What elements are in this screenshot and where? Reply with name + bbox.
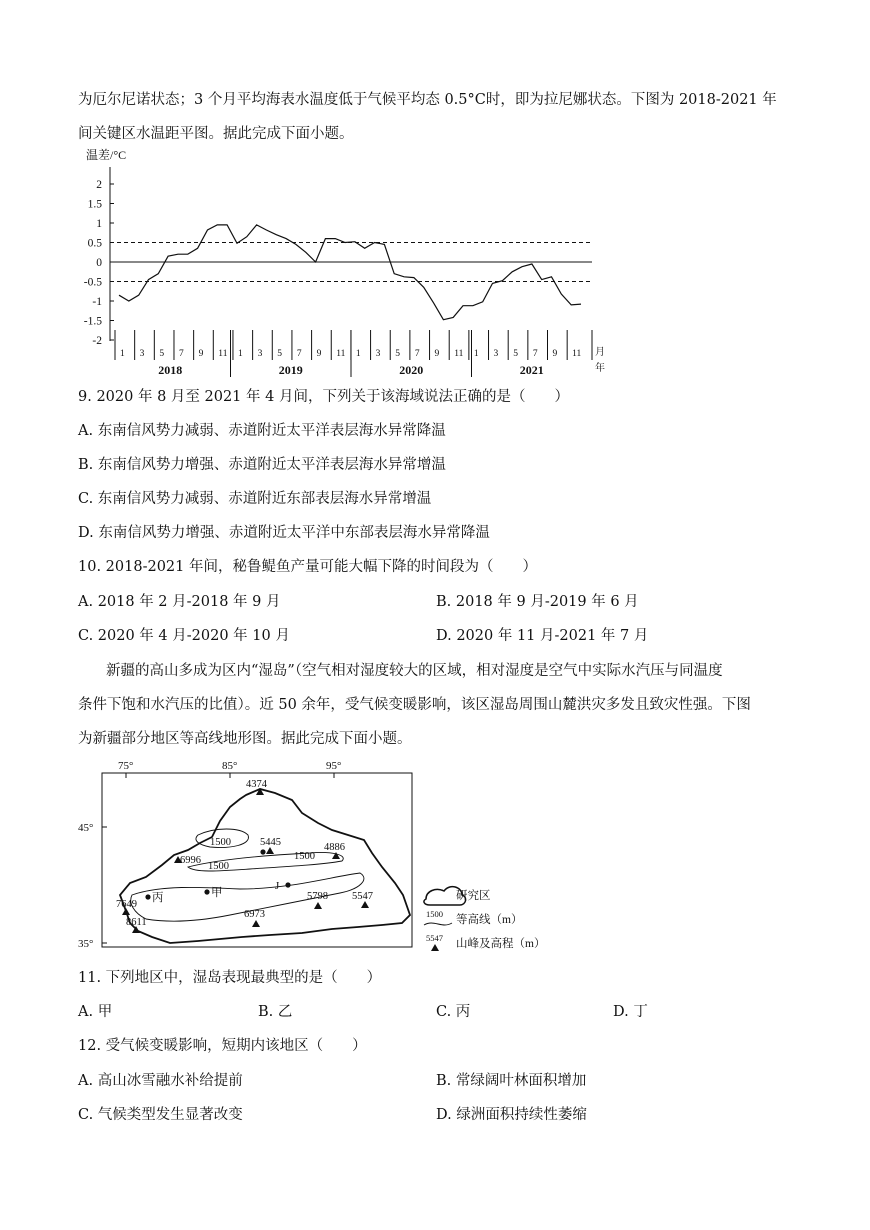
q10-option-a[interactable]: A. 2018 年 2 月-2018 年 9 月 bbox=[78, 594, 281, 610]
place-jia-label: 甲 bbox=[211, 887, 223, 899]
q11-option-a[interactable]: A. 甲 bbox=[78, 1004, 113, 1020]
month-tick-label: 1 bbox=[355, 349, 361, 359]
legend-region-label: 研究区 bbox=[456, 890, 491, 902]
month-tick-label: 11 bbox=[336, 349, 346, 359]
map-frame bbox=[102, 773, 412, 947]
month-tick-label: 9 bbox=[198, 349, 204, 359]
y-tick-label: 0.5 bbox=[87, 237, 102, 250]
study-region-outline bbox=[120, 789, 410, 943]
intro-line-1: 为厄尔尼诺状态；3 个月平均海表水温度低于气候平均态 0.5°C时，即为拉尼娜状态。下图为 2018-2021 年 bbox=[78, 92, 777, 108]
peak-8611 bbox=[126, 917, 147, 933]
q12-option-d[interactable]: D. 绿洲面积持续性萎缩 bbox=[436, 1107, 587, 1123]
lon-label-85: 85° bbox=[222, 760, 238, 772]
month-tick-label: 5 bbox=[159, 349, 165, 359]
contour-label-3: 1500 bbox=[294, 851, 315, 862]
month-tick-label: 7 bbox=[532, 349, 538, 359]
q10-option-c[interactable]: C. 2020 年 4 月-2020 年 10 月 bbox=[78, 628, 290, 644]
place-jia-dot bbox=[204, 889, 209, 894]
month-tick-label: 1 bbox=[237, 349, 243, 359]
q10-option-d[interactable]: D. 2020 年 11 月-2021 年 7 月 bbox=[436, 628, 649, 644]
y-tick-label: 1.5 bbox=[87, 198, 102, 211]
month-tick-label: 7 bbox=[178, 349, 184, 359]
peak-label-4886: 4886 bbox=[324, 842, 345, 853]
month-tick-label: 3 bbox=[493, 349, 499, 359]
q9-option-b[interactable]: B. 东南信风势力增强、赤道附近太平洋表层海水异常增温 bbox=[78, 457, 446, 473]
peak-label-8611: 8611 bbox=[126, 917, 147, 928]
legend-contour-label: 等高线（m） bbox=[456, 914, 523, 926]
month-tick-label: 11 bbox=[572, 349, 582, 359]
y-tick-label: 2 bbox=[96, 179, 102, 191]
month-tick-label: 11 bbox=[218, 349, 228, 359]
x-unit-year: 年 bbox=[595, 363, 605, 374]
lat-label-35: 35° bbox=[78, 938, 94, 950]
lon-label-75: 75° bbox=[118, 760, 134, 772]
y-tick-label: -1.5 bbox=[83, 315, 102, 328]
peak-6973 bbox=[244, 909, 265, 927]
peak-5798 bbox=[307, 891, 328, 909]
legend-contour-icon bbox=[424, 923, 452, 925]
q10-stem: 10. 2018-2021 年间，秘鲁鳀鱼产量可能大幅下降的时间段为（ ） bbox=[78, 559, 537, 575]
year-label: 2020 bbox=[399, 363, 424, 377]
q11-option-d[interactable]: D. 丁 bbox=[613, 1004, 648, 1020]
legend-contour-sample: 1500 bbox=[426, 909, 443, 919]
month-tick-label: 7 bbox=[296, 349, 302, 359]
place-j-label: J bbox=[275, 880, 280, 892]
intro2-line-2: 条件下饱和水汽压的比值）。近 50 余年，受气候变暖影响，该区湿岛周围山麓洪灾多发且致灾性强。下图 bbox=[78, 697, 751, 713]
peak-7649 bbox=[116, 899, 137, 915]
peak-label-6996: 6996 bbox=[180, 855, 201, 866]
q9-option-a[interactable]: A. 东南信风势力减弱、赤道附近太平洋表层海水异常降温 bbox=[78, 423, 446, 439]
month-tick-label: 7 bbox=[414, 349, 420, 359]
month-tick-label: 9 bbox=[552, 349, 558, 359]
month-tick-label: 11 bbox=[454, 349, 464, 359]
q9-stem: 9. 2020 年 8 月至 2021 年 4 月间，下列关于该海域说法正确的是（ ） bbox=[78, 389, 569, 405]
peak-label-4374: 4374 bbox=[246, 779, 267, 790]
month-tick-label: 1 bbox=[120, 349, 125, 359]
chart-ylabel: 温差/°C bbox=[86, 148, 127, 162]
peak-label-6973: 6973 bbox=[244, 909, 265, 920]
place-bing-label: 丙 bbox=[152, 892, 164, 904]
q11-stem: 11. 下列地区中，湿岛表现最典型的是（ ） bbox=[78, 970, 382, 986]
anomaly-line bbox=[119, 225, 581, 320]
year-label: 2018 bbox=[158, 363, 183, 377]
lon-label-95: 95° bbox=[326, 760, 342, 772]
q10-option-b[interactable]: B. 2018 年 9 月-2019 年 6 月 bbox=[436, 594, 639, 610]
q9-option-c[interactable]: C. 东南信风势力减弱、赤道附近东部表层海水异常增温 bbox=[78, 491, 432, 507]
contour-label-2: 1500 bbox=[208, 861, 229, 872]
intro2-line-3: 为新疆部分地区等高线地形图。据此完成下面小题。 bbox=[78, 731, 412, 747]
peak-6996 bbox=[174, 855, 201, 866]
intro-line-2: 间关键区水温距平图。据此完成下面小题。 bbox=[78, 126, 354, 142]
month-tick-label: 3 bbox=[257, 349, 263, 359]
month-tick-label: 5 bbox=[395, 349, 400, 359]
year-label: 2019 bbox=[278, 363, 303, 377]
y-tick-label: -0.5 bbox=[83, 276, 102, 289]
q12-option-c[interactable]: C. 气候类型发生显著改变 bbox=[78, 1107, 243, 1123]
q9-option-d[interactable]: D. 东南信风势力增强、赤道附近太平洋中东部表层海水异常降温 bbox=[78, 525, 490, 541]
q12-option-a[interactable]: A. 高山冰雪融水补给提前 bbox=[78, 1073, 243, 1089]
q12-stem: 12. 受气候变暖影响，短期内该地区（ ） bbox=[78, 1038, 367, 1054]
month-tick-label: 5 bbox=[513, 349, 518, 359]
y-tick-label: 1 bbox=[96, 218, 102, 230]
q12-option-b[interactable]: B. 常绿阔叶林面积增加 bbox=[436, 1073, 587, 1089]
y-tick-label: -2 bbox=[92, 335, 102, 347]
place-j-dot bbox=[285, 882, 290, 887]
peak-4374 bbox=[246, 779, 268, 795]
y-tick-label: -1 bbox=[92, 296, 102, 308]
sst-anomaly-chart bbox=[80, 145, 620, 380]
month-tick-label: 1 bbox=[473, 349, 479, 359]
month-tick-label: 3 bbox=[375, 349, 381, 359]
place-yi-dot bbox=[260, 849, 265, 854]
month-tick-label: 3 bbox=[139, 349, 145, 359]
y-tick-label: 0 bbox=[96, 257, 102, 269]
lat-label-45: 45° bbox=[78, 822, 94, 834]
month-tick-label: 5 bbox=[277, 349, 283, 359]
q11-option-c[interactable]: C. 丙 bbox=[436, 1004, 471, 1020]
legend-peak-label: 山峰及高程（m） bbox=[456, 938, 546, 950]
peak-5547 bbox=[352, 891, 373, 908]
legend-peak-icon bbox=[431, 944, 439, 951]
year-label: 2021 bbox=[519, 363, 544, 377]
contour-label-1: 1500 bbox=[210, 837, 231, 848]
peak-label-5547: 5547 bbox=[352, 891, 373, 902]
q11-option-b[interactable]: B. 乙 bbox=[258, 1004, 293, 1020]
intro2-line-1: 新疆的高山多成为区内“湿岛”（空气相对湿度较大的区域，相对湿度是空气中实际水汽压与同温度 bbox=[106, 663, 723, 679]
legend-peak-sample: 5547 bbox=[426, 933, 443, 943]
xinjiang-contour-map bbox=[70, 755, 570, 960]
month-tick-label: 9 bbox=[316, 349, 322, 359]
place-bing-dot bbox=[145, 894, 150, 899]
peak-label-7649: 7649 bbox=[116, 899, 137, 910]
x-unit-month: 月 bbox=[595, 347, 605, 358]
peak-label-5798: 5798 bbox=[307, 891, 328, 902]
peak-label-5445: 5445 bbox=[260, 837, 281, 848]
month-tick-label: 9 bbox=[434, 349, 440, 359]
